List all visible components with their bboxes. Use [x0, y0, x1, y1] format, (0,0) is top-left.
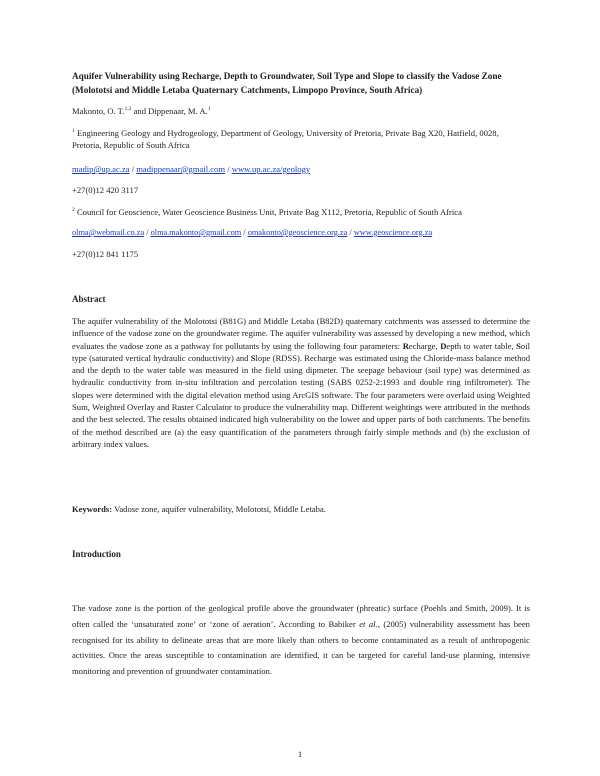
- email-link[interactable]: olma.makonto@gmail.com: [150, 228, 242, 237]
- page-number: 1: [297, 749, 303, 759]
- introduction-text: The vadose zone is the portion of the geological profile above the groundwater (phreatic) surface (Poehls and Smith, 2009). It is often called the ‘unsaturated zone’ or ‘zone of aeration’. According to Babiker: [72, 603, 530, 629]
- introduction-text: (2005) vulnerability assessment has been recognised for its ability to delineate areas that are more likely than others to become contaminated as a result of anthropogenic activities. Once the areas susceptible to contamination are identified, it can be targeted for careful land-use planning, intensive monitoring and prevention of groundwater contamination.: [72, 618, 530, 677]
- affiliation-1: [72, 127, 530, 151]
- affiliation-1-phone: +27(0)12 420 3117: [72, 185, 139, 195]
- author-line: [72, 105, 530, 117]
- website-link[interactable]: www.up.ac.za/geology: [231, 164, 311, 174]
- abstract-text: epth to water table,: [446, 340, 517, 351]
- et-al: et al.,: [359, 618, 380, 629]
- author-1: Makonto, O. T.: [72, 106, 125, 116]
- separator: /: [241, 228, 248, 237]
- keywords: [72, 503, 530, 515]
- abstract-text: The aquifer vulnerability of the Molototsi (B81G) and Middle Letaba (B82D) quaternary catchments was assessed to determine the influence of the vadose zone on the groundwater regime. The aquifer vulnerability was assessed by developing a new method, which evaluates the vadose zone as a pathway for pollutants by using the following four parameters:: [72, 316, 530, 351]
- author-1-affiliation-marker: 1,2: [124, 106, 132, 113]
- affiliation-2-contacts: [72, 227, 530, 239]
- acronym-letter: D: [440, 340, 447, 351]
- acronym-letter: R: [402, 340, 409, 351]
- affiliation-1-marker: 1: [72, 128, 75, 135]
- separator: /: [129, 164, 137, 174]
- acronym-letter: S: [250, 352, 256, 363]
- email-link[interactable]: madip@up.ac.za: [72, 164, 130, 174]
- affiliation-1-text: Engineering Geology and Hydrogeology, Department of Geology, University of Pretoria, Private Bag X20, Hatfield, 0028, Pretoria, Republic of South Africa: [72, 128, 499, 151]
- abstract-heading: Abstract: [72, 294, 106, 304]
- affiliation-2-phone: +27(0)12 841 1175: [72, 249, 139, 259]
- keywords-label: Keywords:: [72, 504, 113, 514]
- abstract-text: lope (RDSS). Recharge was estimated using the Chloride-mass balance method and the depth to the water table was measured in the field using dipmeter. The seepage behaviour (soil type) was determined as hydraulic conductivity from in-situ infiltration and percolation testing (SABS 0252-2:1993 and double ring infiltrometer). The slopes were determined with the digital elevation method using ArcGIS software. The four parameters were overlaid using Weighted Sum, Weighted Overlay and Raster Calculator to produce the vulnerability map. Different weightings were attributed in the methods and the best selected. The results obtained indicated high vulnerability on the lower and upper parts of both catchments. The benefits of the method described are (a) the easy quantification of the parameters through fairly simple methods and (b) the exclusion of arbitrary index values.: [72, 352, 530, 449]
- abstract-body: [72, 315, 530, 450]
- author-2-affiliation-marker: 1: [207, 106, 211, 113]
- acronym-letter: S: [516, 340, 521, 351]
- separator: /: [225, 164, 232, 174]
- introduction-heading: Introduction: [72, 549, 121, 559]
- email-link[interactable]: madippenaar@gmail.com: [136, 164, 226, 174]
- abstract-text: echarge,: [408, 340, 441, 351]
- separator: /: [144, 228, 151, 237]
- email-link[interactable]: olma@webmail.co.za: [72, 228, 145, 237]
- author-2: Dippenaar, M. A.: [148, 106, 208, 116]
- author-conjunction: and: [131, 106, 149, 116]
- affiliation-2: [72, 206, 530, 218]
- website-link[interactable]: www.geoscience.org.za: [353, 228, 433, 237]
- affiliation-2-text: Council for Geoscience, Water Geoscience Business Unit, Private Bag X112, Pretoria, Republic of South Africa: [74, 207, 462, 217]
- abstract-text: oil type (saturated vertical hydraulic conductivity) and: [72, 340, 530, 363]
- introduction-body: [72, 601, 530, 680]
- keywords-text: Vadose zone, aquifer vulnerability, Molototsi, Middle Letaba.: [112, 504, 326, 514]
- paper-title: Aquifer Vulnerability using Recharge, Depth to Groundwater, Soil Type and Slope to classify the Vadose Zone (Molototsi and Middle Letaba Quaternary Catchments, Limpopo Province, South Africa): [72, 71, 502, 95]
- affiliation-1-contacts: [72, 163, 530, 175]
- affiliation-2-marker: 2: [72, 207, 75, 214]
- separator: /: [347, 228, 354, 237]
- email-link[interactable]: omakonto@geoscience.org.za: [247, 228, 348, 237]
